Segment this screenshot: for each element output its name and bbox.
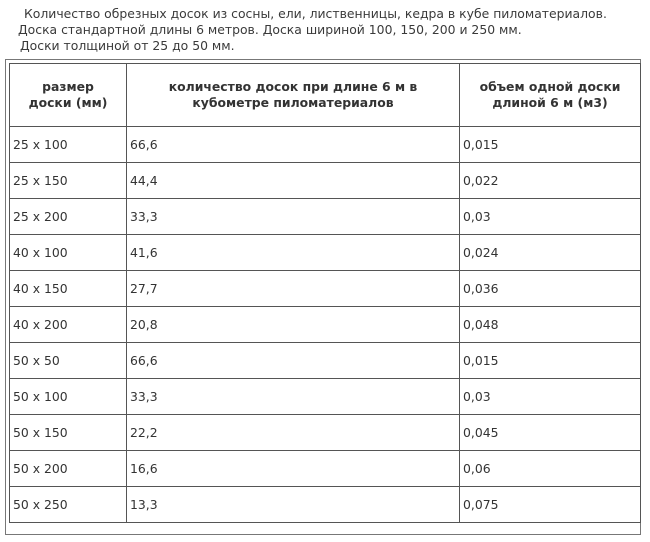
- cell-count: 33,3: [127, 199, 460, 235]
- table-row: [9, 415, 641, 451]
- cell-size: 50 x 250: [9, 487, 127, 523]
- cell-volume: 0,015: [460, 343, 641, 379]
- header-count-label: количество досок при длине 6 м в кубометре пиломатериалов: [168, 79, 418, 110]
- cell-size: 25 x 150: [9, 163, 127, 199]
- header-cell-count: [127, 63, 460, 127]
- cell-size: 50 x 100: [9, 379, 127, 415]
- cell-volume: 0,03: [460, 379, 641, 415]
- cell-count: 33,3: [127, 379, 460, 415]
- table-row: [9, 343, 641, 379]
- cell-size: 25 x 200: [9, 199, 127, 235]
- table-header-row: [9, 63, 641, 127]
- cell-volume: 0,06: [460, 451, 641, 487]
- table-row: [9, 163, 641, 199]
- cell-count: 66,6: [127, 127, 460, 163]
- table-row: [9, 199, 641, 235]
- intro-line-2: Доска стандартной длины 6 метров. Доска шириной 100, 150, 200 и 250 мм.: [18, 22, 522, 37]
- cell-volume: 0,036: [460, 271, 641, 307]
- header-size-label: размер доски (мм): [28, 79, 108, 110]
- table-row: [9, 127, 641, 163]
- table-row: [9, 271, 641, 307]
- table-row: [9, 451, 641, 487]
- cell-size: 40 x 100: [9, 235, 127, 271]
- cell-count: 27,7: [127, 271, 460, 307]
- intro-line-1: Количество обрезных досок из сосны, ели, лиственницы, кедра в кубе пиломатериалов.: [24, 6, 607, 21]
- cell-volume: 0,015: [460, 127, 641, 163]
- cell-volume: 0,045: [460, 415, 641, 451]
- cell-size: 25 x 100: [9, 127, 127, 163]
- cell-volume: 0,048: [460, 307, 641, 343]
- intro-text: [14, 6, 644, 54]
- cell-count: 20,8: [127, 307, 460, 343]
- cell-size: 50 x 150: [9, 415, 127, 451]
- cell-count: 44,4: [127, 163, 460, 199]
- cell-count: 22,2: [127, 415, 460, 451]
- header-cell-volume: [460, 63, 641, 127]
- cell-count: 16,6: [127, 451, 460, 487]
- table-row: [9, 307, 641, 343]
- table-row: [9, 235, 641, 271]
- lumber-table: [9, 63, 641, 523]
- lumber-table-frame: [5, 59, 641, 535]
- cell-count: 41,6: [127, 235, 460, 271]
- cell-volume: 0,03: [460, 199, 641, 235]
- cell-count: 13,3: [127, 487, 460, 523]
- cell-volume: 0,075: [460, 487, 641, 523]
- table-row: [9, 379, 641, 415]
- cell-size: 40 x 200: [9, 307, 127, 343]
- cell-size: 50 x 200: [9, 451, 127, 487]
- cell-count: 66,6: [127, 343, 460, 379]
- cell-volume: 0,024: [460, 235, 641, 271]
- cell-size: 40 x 150: [9, 271, 127, 307]
- cell-size: 50 x 50: [9, 343, 127, 379]
- header-cell-size: [9, 63, 127, 127]
- table-row: [9, 487, 641, 523]
- intro-line-3: Доски толщиной от 25 до 50 мм.: [20, 38, 235, 53]
- cell-volume: 0,022: [460, 163, 641, 199]
- header-volume-label: объем одной доски длиной 6 м (м3): [479, 79, 621, 110]
